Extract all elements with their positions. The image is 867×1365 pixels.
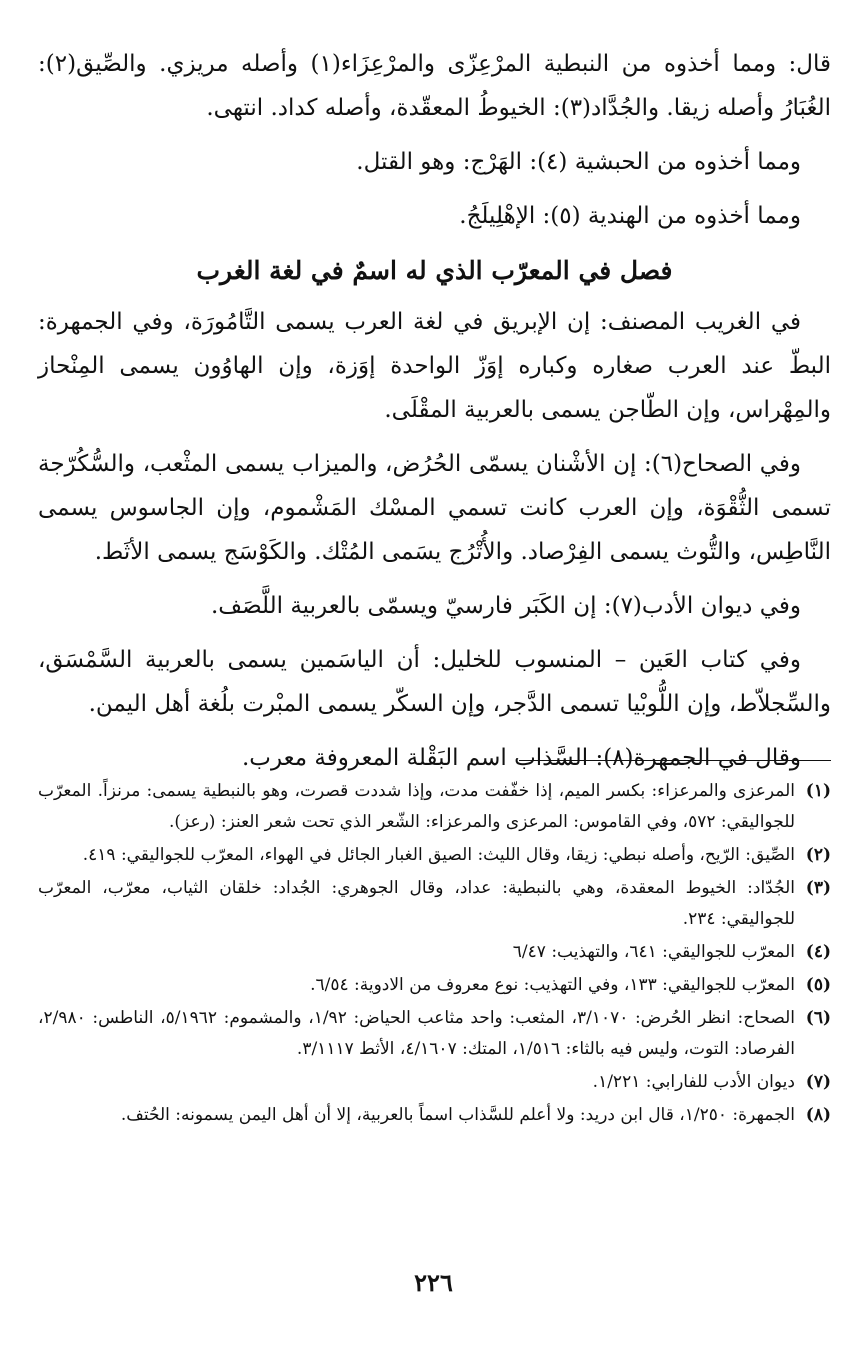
paragraph-habashi: ومما أخذوه من الحبشية (٤): الهَرْج: وهو القتل. <box>356 149 801 175</box>
footnote-number: (٢) <box>805 845 831 865</box>
footnote-text: المرعزى والمرعزاء: بكسر الميم، إذا خفّفت مدت، وإذا شددت قصرت، وهو بالنبطية يسمى: مرنزاً. المعرّب للجواليقي: ٥٧٢، وفي القاموس: المرعزى والمرعزاء: الشّعر الذي تحت شعر العنز: (رعز). <box>38 781 795 832</box>
footnote-number: (٥) <box>805 975 831 995</box>
footnote-text: الصِّيق: الرّيح، وأصله نبطي: زيقا، وقال الليث: الصيق الغبار الجائل في الهواء، المعرّب للجواليقي: ٤١٩. <box>82 845 795 865</box>
footnote <box>38 840 831 871</box>
page-body <box>38 42 831 790</box>
paragraph-diwan: وفي ديوان الأدب(٧): إن الكَبَر فارسيّ ويسمّى بالعربية اللَّصَف. <box>210 593 801 619</box>
footnote-text: الجُدّاد: الخيوط المعقدة، وهي بالنبطية: عداد، وقال الجوهري: الجُداد: خلقان الثياب، معرّب، المعرّب للجواليقي: ٢٣٤. <box>38 878 795 929</box>
section-heading: فصل في المعرّب الذي له اسمٌ في لغة الغرب <box>196 256 673 285</box>
paragraph-ayn: وفي كتاب العَين – المنسوب للخليل: أن الياسَمين يسمى بالعربية السَّمْسَق، والسِّجلاّط، وإن اللُّوبْيا تسمى الدَّجر، وإن السكّر يسمى المبْرت بلُغة أهل اليمن. <box>38 647 831 717</box>
footnote-text: الصحاح: انظر الحُرض: ٣/١٠٧٠، المثعب: واحد مثاعب الحياض: ١/٩٢، والمشموم: ٥/١٩٦٢، الناطس: ٢/٩٨٠، الفرصاد: التوت، وليس فيه بالثاء: ١/٥١٦، المتك: ٤/١٦٠٧، الأثط ٣/١١١٧. <box>38 1008 795 1059</box>
footnote-number: (٣) <box>805 878 831 898</box>
footnote <box>38 1100 831 1131</box>
footnote-number: (٨) <box>805 1105 831 1125</box>
footnote-number: (٦) <box>805 1008 831 1028</box>
footnote-divider <box>519 760 831 761</box>
footnote <box>38 776 831 838</box>
footnote-number: (١) <box>805 781 831 801</box>
paragraph-gharib: في الغريب المصنف: إن الإبريق في لغة العرب يسمى التَّامُورَة، وفي الجمهرة: البطّ عند العرب صغاره وكباره إوَزّ الواحدة إوَزة، وإن الهاوُون يسمى المِنْحاز والمِهْراس، وإن الطّاجن يسمى بالعربية المقْلَى. <box>38 309 831 423</box>
footnote <box>38 937 831 968</box>
footnote-number: (٤) <box>805 942 831 962</box>
paragraph-quote: قال: ومما أخذوه من النبطية المرْعِزّى والمرْعِزَاء(١) وأصله مريزي. والصِّيق(٢): الغُبَارُ وأصله زيقا. والجُدَّاد(٣): الخيوطُ المعقّدة، وأصله كداد. انتهى. <box>38 51 832 121</box>
main-text <box>38 42 831 780</box>
footnote-text: المعرّب للجواليقي: ٦٤١، والتهذيب: ٦/٤٧ <box>512 942 795 962</box>
footnote <box>38 873 831 935</box>
footnote <box>38 1067 831 1098</box>
footnotes <box>38 776 831 1133</box>
footnote <box>38 970 831 1001</box>
footnote-text: ديوان الأدب للفارابي: ١/٢٢١. <box>592 1072 795 1092</box>
footnote-text: المعرّب للجواليقي: ١٣٣، وفي التهذيب: نوع معروف من الادوية: ٦/٥٤. <box>310 975 795 995</box>
paragraph-sihah: وفي الصحاح(٦): إن الأشْنان يسمّى الحُرُض، والميزاب يسمى المثْعب، والسُّكُرّجة تسمى الثُّقْوَة، وإن العرب كانت تسمي المسْك المَشْموم، وإن الجاسوس يسمى النَّاطِس، والتُّوث يسمى الفِرْصاد. والأُتْرُج يسَمى المُتْك. والكَوْسَج يسمى الأثَط. <box>38 451 831 565</box>
paragraph-hindi: ومما أخذوه من الهندية (٥): الإهْلِيلَجُ. <box>459 203 801 229</box>
footnote-number: (٧) <box>805 1072 831 1092</box>
footnote <box>38 1003 831 1065</box>
page-number: ٢٢٦ <box>414 1268 453 1297</box>
paragraph-jamhara: وقال في الجمهرة(٨): السَّذاب اسم البَقْلة المعروفة معرب. <box>241 745 801 771</box>
footnote-text: الجمهرة: ١/٢٥٠، قال ابن دريد: ولا أعلم للسَّذاب اسماً بالعربية، إلا أن أهل اليمن يسمونه: الحُتف. <box>120 1105 795 1125</box>
